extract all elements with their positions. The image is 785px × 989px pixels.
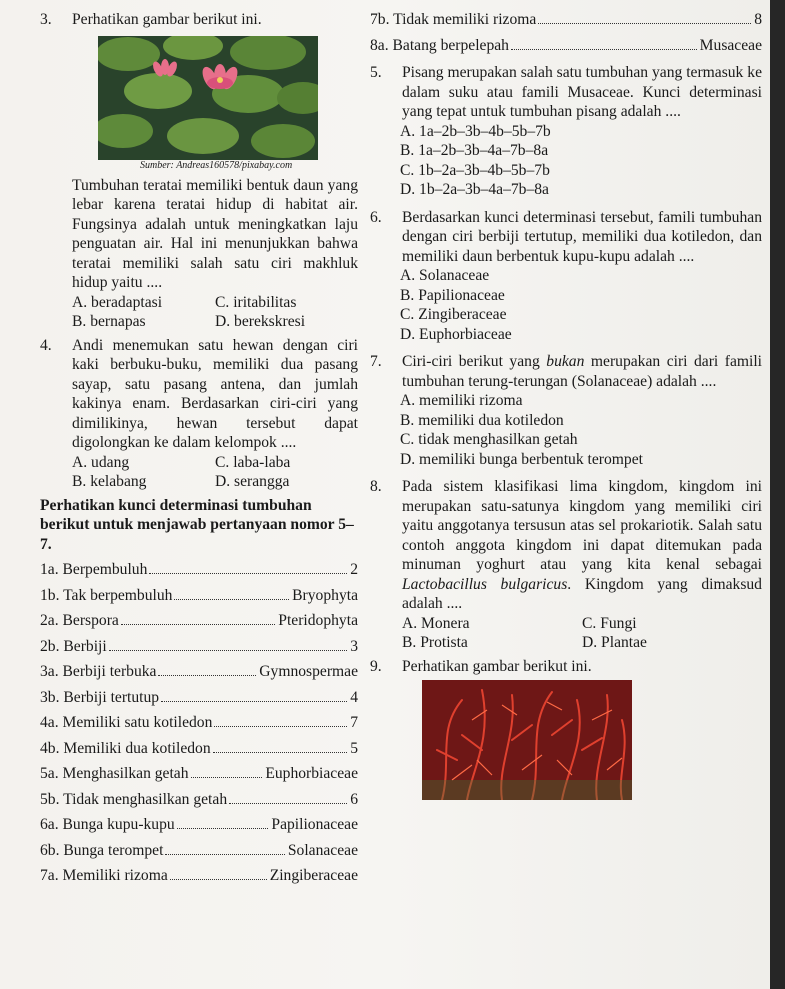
question-number: 9. bbox=[370, 657, 382, 675]
question-number: 3. bbox=[40, 11, 52, 28]
option-b[interactable]: B. Papilionaceae bbox=[400, 286, 505, 304]
key-row: 4b. Memiliki dua kotiledon 5 bbox=[40, 739, 358, 757]
question-text: Berdasarkan kunci determinasi tersebut, famili tumbuhan dengan ciri berbiji tertutup, memiliki dua kotiledon, dan memiliki daun berbentuk kupu-kupu adalah .... bbox=[402, 208, 762, 265]
option-d[interactable]: D. serangga bbox=[215, 473, 290, 490]
question-3-options bbox=[40, 293, 358, 332]
right-column bbox=[370, 10, 762, 800]
key-row: 3a. Berbiji terbuka Gymnospermae bbox=[40, 663, 358, 680]
question-4-options bbox=[40, 453, 358, 492]
question-8-options bbox=[370, 614, 762, 653]
question-text: Pisang merupakan salah satu tumbuhan yang termasuk ke dalam suku atau famili Musaceae. Kunci determinasi yang tepat untuk tumbuhan pisang adalah .... bbox=[402, 64, 762, 120]
question-6 bbox=[370, 208, 762, 267]
image-credit: Sumber: Andreas160578/pixabay.com bbox=[140, 159, 293, 171]
key-instruction: Perhatikan kunci determinasi tumbuhan berikut untuk menjawab pertanyaan nomor 5–7. bbox=[40, 496, 354, 553]
option-c[interactable]: C. Fungi bbox=[582, 614, 637, 632]
question-7 bbox=[370, 352, 762, 391]
left-column bbox=[40, 10, 358, 886]
question-intro: Perhatikan gambar berikut ini. bbox=[402, 657, 592, 675]
key-row: 6a. Bunga kupu-kupu Papilionaceae bbox=[40, 816, 358, 833]
option-b[interactable]: B. kelabang bbox=[72, 473, 147, 490]
option-a[interactable]: A. Solanaceae bbox=[400, 267, 490, 284]
option-a[interactable]: A. udang bbox=[72, 453, 130, 471]
key-row: 4a. Memiliki satu kotiledon 7 bbox=[40, 714, 358, 731]
option-b[interactable]: B. memiliki dua kotiledon bbox=[400, 411, 564, 429]
water-lily-photo bbox=[98, 36, 318, 160]
key-row: 3b. Berbiji tertutup 4 bbox=[40, 688, 358, 706]
option-c[interactable]: C. iritabilitas bbox=[215, 293, 297, 311]
key-row: 6b. Bunga terompet Solanaceae bbox=[40, 841, 358, 859]
key-row: 1a. Berpembuluh 2 bbox=[40, 561, 358, 578]
option-d[interactable]: D. 1b–2a–3b–4a–7b–8a bbox=[400, 181, 549, 198]
question-3 bbox=[40, 10, 358, 30]
question-number: 5. bbox=[370, 64, 382, 81]
option-b[interactable]: B. Protista bbox=[402, 634, 468, 651]
key-row: 7a. Memiliki rizoma Zingiberaceae bbox=[40, 867, 358, 884]
question-text: Ciri-ciri berikut yang bukan merupakan ciri dari famili tumbuhan terung-terungan (Solanaceae) adalah .... bbox=[402, 353, 763, 390]
question-number: 8. bbox=[370, 478, 382, 495]
key-row: 2b. Berbiji 3 bbox=[40, 637, 358, 655]
question-text: Andi menemukan satu hewan dengan ciri kaki berbuku-buku, memiliki dua pasang sayap, satu pasang antena, dan jumlah kakinya enam. Berdasarkan ciri-ciri yang dimilikinya, hewan tersebut dapat digolongkan ke dalam kelompok .... bbox=[72, 336, 358, 451]
option-c[interactable]: C. Zingiberaceae bbox=[400, 306, 507, 323]
key-row: 5b. Tidak menghasilkan getah 6 bbox=[40, 790, 358, 808]
question-9 bbox=[370, 657, 762, 677]
option-a[interactable]: A. beradaptasi bbox=[72, 293, 163, 311]
question-intro: Perhatikan gambar berikut ini. bbox=[72, 11, 262, 28]
key-row: 2a. Berspora Pteridophyta bbox=[40, 612, 358, 629]
option-c[interactable]: C. tidak menghasilkan getah bbox=[400, 431, 578, 448]
water-lily-illustration bbox=[98, 36, 318, 160]
key-row: 8a. Batang berpelepah Musaceae bbox=[370, 36, 762, 54]
question-number: 4. bbox=[40, 336, 52, 354]
option-a[interactable]: A. 1a–2b–3b–4b–5b–7b bbox=[400, 122, 551, 140]
red-algae-illustration bbox=[422, 680, 632, 800]
option-d[interactable]: D. Plantae bbox=[582, 634, 647, 651]
option-b[interactable]: B. 1a–2b–3b–4a–7b–8a bbox=[400, 142, 549, 159]
question-3-body bbox=[40, 176, 358, 293]
option-d[interactable]: D. memiliki bunga berbentuk terompet bbox=[400, 450, 643, 468]
question-number: 7. bbox=[370, 353, 382, 370]
key-row: 5a. Menghasilkan getah Euphorbiaceae bbox=[40, 765, 358, 782]
key-row: 7b. Tidak memiliki rizoma 8 bbox=[370, 11, 762, 28]
option-a[interactable]: A. Monera bbox=[402, 614, 470, 632]
determination-key bbox=[40, 560, 358, 886]
question-4 bbox=[40, 336, 358, 453]
scan-edge-shadow bbox=[770, 0, 785, 989]
option-b[interactable]: B. bernapas bbox=[72, 313, 146, 330]
question-text: Pada sistem klasifikasi lima kingdom, kingdom ini merupakan satu-satunya kingdom yang memiliki ciri yaitu anggotanya tersusun atas sel prokariotik. Salah satu contoh anggota kingdom ini dapat ditemukan pada minuman yoghurt atau yang kita kenal sebagai Lactobacillus bulgaricus. Kingdom yang dimaksud adalah .... bbox=[402, 478, 762, 612]
question-8 bbox=[370, 477, 762, 614]
option-a[interactable]: A. memiliki rizoma bbox=[400, 392, 523, 409]
option-c[interactable]: C. 1b–2a–3b–4b–5b–7b bbox=[400, 161, 550, 179]
option-c[interactable]: C. laba-laba bbox=[215, 453, 291, 471]
option-d[interactable]: D. Euphorbiaceae bbox=[400, 325, 512, 343]
question-5 bbox=[370, 63, 762, 122]
red-algae-photo bbox=[422, 680, 632, 800]
option-d[interactable]: D. berekskresi bbox=[215, 313, 306, 330]
key-row: 1b. Tak berpembuluh Bryophyta bbox=[40, 586, 358, 604]
question-number: 6. bbox=[370, 208, 382, 226]
question-text: Tumbuhan teratai memiliki bentuk daun yang lebar karena teratai hidup di habitat air. Fungsinya adalah untuk meningkatkan laju penguatan air. Hal ini menunjukkan bahwa teratai memiliki salah satu ciri makhluk hidup yaitu .... bbox=[72, 176, 358, 291]
